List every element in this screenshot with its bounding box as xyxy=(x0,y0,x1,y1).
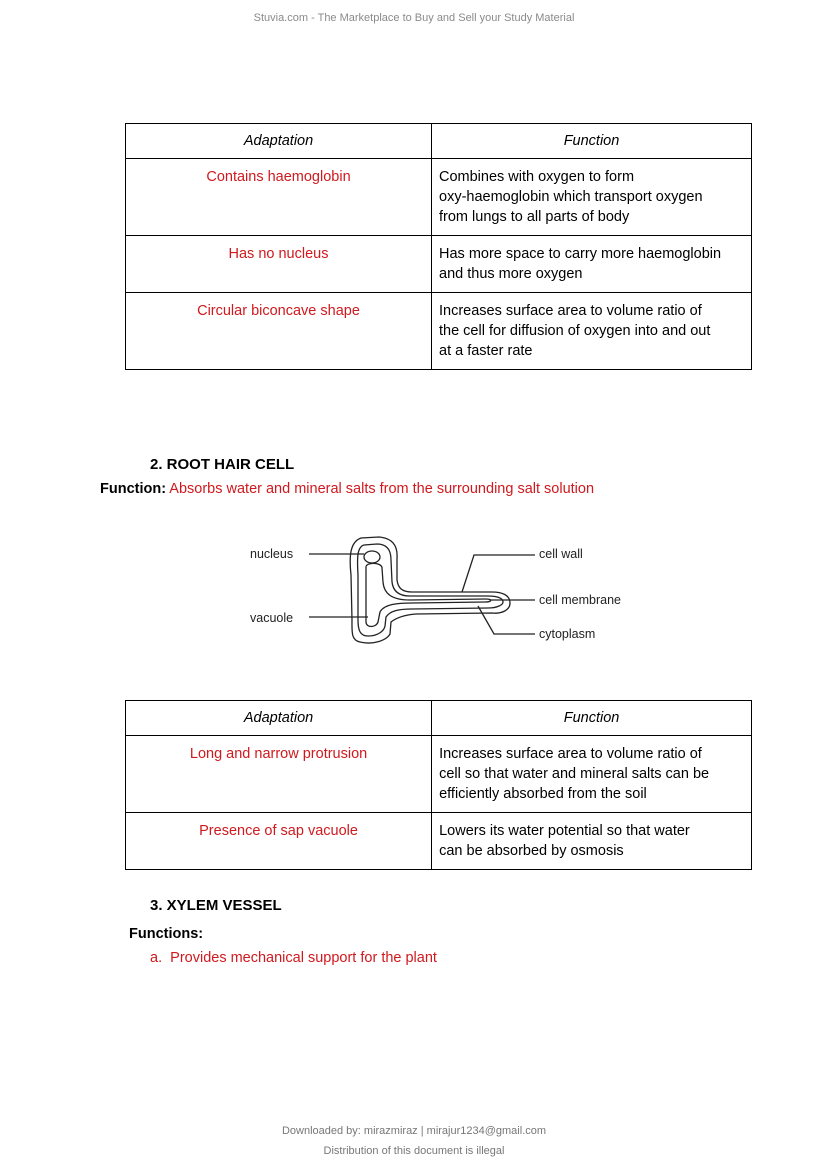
footer-notice: Distribution of this document is illegal xyxy=(323,1145,505,1157)
function-line: Increases surface area to volume ratio of xyxy=(439,746,702,762)
nucleus-shape xyxy=(364,551,380,563)
adaptation-cell: Long and narrow protrusion xyxy=(126,736,432,813)
function-line: cell so that water and mineral salts can be xyxy=(439,766,710,782)
function-line: the cell for diffusion of oxygen into and out xyxy=(439,323,711,339)
label-cell-membrane: cell membrane xyxy=(539,593,621,607)
adaptation-column-header: Adaptation xyxy=(126,701,432,736)
adaptation-cell: Contains haemoglobin xyxy=(126,159,432,236)
function-line: efficiently absorbed from the soil xyxy=(439,786,647,802)
adaptation-cell: Presence of sap vacuole xyxy=(126,813,432,870)
functions-label: Functions: xyxy=(129,926,204,942)
function-text: Absorbs water and mineral salts from the surrounding salt solution xyxy=(169,481,595,497)
function-label: Function: xyxy=(100,481,167,497)
label-cell-wall: cell wall xyxy=(539,547,583,561)
adaptation-column-header: Adaptation xyxy=(126,124,432,159)
adaptation-cell: Has no nucleus xyxy=(126,236,432,293)
vacuole-shape xyxy=(366,563,491,626)
root-hair-adaptation-table xyxy=(125,700,752,870)
label-nucleus: nucleus xyxy=(250,547,294,561)
page-header: Stuvia.com - The Marketplace to Buy and Sell your Study Material xyxy=(253,12,575,24)
list-marker: a. xyxy=(150,950,163,966)
function-line: and thus more oxygen xyxy=(439,266,583,282)
function-cell xyxy=(432,813,752,870)
function-line: oxy-haemoglobin which transport oxygen xyxy=(439,189,703,205)
label-cytoplasm: cytoplasm xyxy=(539,627,596,641)
adaptation-cell: Circular biconcave shape xyxy=(126,293,432,370)
cell-wall-leader xyxy=(462,555,535,592)
section-title-xylem-vessel: 3. XYLEM VESSEL xyxy=(150,897,282,914)
footer-downloaded: Downloaded by: mirazmiraz | mirajur1234@gmail.com xyxy=(281,1125,547,1137)
function-line: Combines with oxygen to form xyxy=(439,169,635,185)
label-vacuole: vacuole xyxy=(250,611,294,625)
function-line: Lowers its water potential so that water xyxy=(439,823,690,839)
list-item xyxy=(150,950,437,966)
function-column-header: Function xyxy=(432,701,752,736)
table-header-row xyxy=(126,701,752,736)
cell-wall-outline xyxy=(350,537,510,643)
function-cell xyxy=(432,736,752,813)
function-line: can be absorbed by osmosis xyxy=(439,843,624,859)
function-line: from lungs to all parts of body xyxy=(439,209,630,225)
function-line: Has more space to carry more haemoglobin xyxy=(439,246,722,262)
list-item-text: Provides mechanical support for the plant xyxy=(170,950,437,966)
table-row xyxy=(126,813,752,870)
table-row xyxy=(126,736,752,813)
function-line: at a faster rate xyxy=(439,343,533,359)
function-line: Increases surface area to volume ratio of xyxy=(439,303,702,319)
section-title-root-hair-cell: 2. ROOT HAIR CELL xyxy=(150,456,295,473)
function-column-header: Function xyxy=(432,124,752,159)
